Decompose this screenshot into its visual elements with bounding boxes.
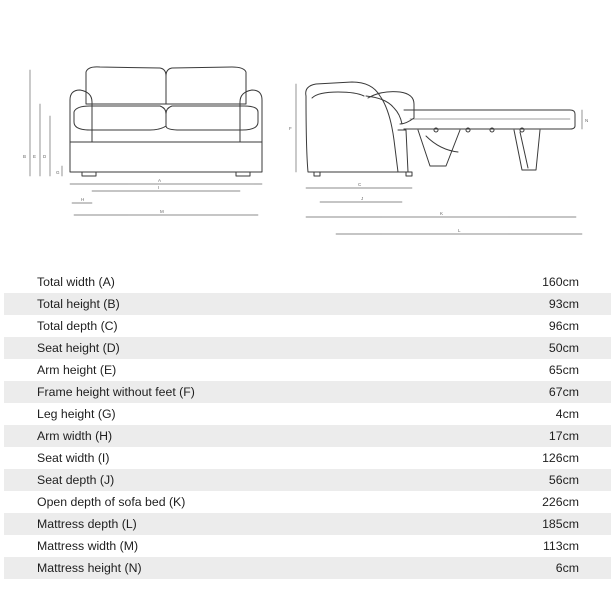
dimensions-table: [4, 271, 611, 579]
spec-value: 67cm: [548, 385, 579, 399]
spec-label: Open depth of sofa bed (K): [37, 495, 186, 509]
spec-row-mattress-depth: [4, 513, 611, 535]
spec-label: Arm width (H): [37, 429, 113, 443]
spec-value: 4cm: [555, 407, 579, 421]
dim-letter-h: H: [81, 197, 85, 202]
spec-label: Total height (B): [37, 297, 120, 311]
spec-row-mattress-height: [4, 557, 611, 579]
spec-row-open-depth: [4, 491, 611, 513]
spec-row-arm-width: [4, 425, 611, 447]
spec-value: 6cm: [555, 561, 579, 575]
side-dimensions: [296, 84, 582, 234]
spec-value: 56cm: [548, 473, 579, 487]
dim-letter-k: K: [440, 211, 444, 216]
dim-letter-c: C: [358, 182, 362, 187]
dim-letter-f: F: [289, 126, 292, 131]
spec-row-total-depth: [4, 315, 611, 337]
front-horizontal-dimensions: [70, 184, 262, 215]
spec-label: Mattress depth (L): [37, 517, 137, 531]
spec-value: 126cm: [542, 451, 579, 465]
spec-value: 226cm: [542, 495, 579, 509]
spec-row-leg-height: [4, 403, 611, 425]
dim-letter-d: D: [43, 154, 47, 159]
spec-row-seat-width: [4, 447, 611, 469]
dim-letter-g: G: [56, 170, 60, 175]
spec-label: Seat depth (J): [37, 473, 115, 487]
dim-letter-n: N: [585, 118, 589, 123]
dim-letter-j: J: [361, 196, 364, 201]
spec-label: Frame height without feet (F): [37, 385, 195, 399]
spec-row-arm-height: [4, 359, 611, 381]
spec-row-total-width: [4, 271, 611, 293]
spec-row-total-height: [4, 293, 611, 315]
spec-label: Leg height (G): [37, 407, 116, 421]
spec-value: 96cm: [548, 319, 579, 333]
spec-row-seat-height: [4, 337, 611, 359]
spec-row-seat-depth: [4, 469, 611, 491]
spec-value: 160cm: [542, 275, 579, 289]
spec-value: 185cm: [542, 517, 579, 531]
spec-value: 93cm: [548, 297, 579, 311]
spec-label: Total depth (C): [37, 319, 118, 333]
spec-value: 113cm: [543, 539, 579, 553]
spec-value: 65cm: [548, 363, 579, 377]
spec-row-mattress-width: [4, 535, 611, 557]
dimension-drawing: [0, 0, 615, 260]
front-view-sofa: [70, 67, 262, 176]
spec-label: Mattress height (N): [37, 561, 142, 575]
spec-value: 50cm: [548, 341, 579, 355]
side-view-sofa-bed: [306, 82, 575, 176]
spec-value: 17cm: [548, 429, 579, 443]
dim-letter-i: I: [158, 185, 160, 190]
spec-label: Mattress width (M): [37, 539, 139, 553]
spec-row-frame-height: [4, 381, 611, 403]
dim-letter-m: M: [160, 209, 164, 214]
spec-label: Arm height (E): [37, 363, 117, 377]
dim-letter-e: E: [33, 154, 37, 159]
spec-label: Seat height (D): [37, 341, 120, 355]
spec-label: Seat width (I): [37, 451, 110, 465]
dim-letter-a: A: [158, 178, 162, 183]
front-vertical-dimensions: [30, 70, 62, 176]
dim-letter-b: B: [23, 154, 27, 159]
dim-letter-l: L: [458, 228, 461, 233]
spec-label: Total width (A): [37, 275, 115, 289]
